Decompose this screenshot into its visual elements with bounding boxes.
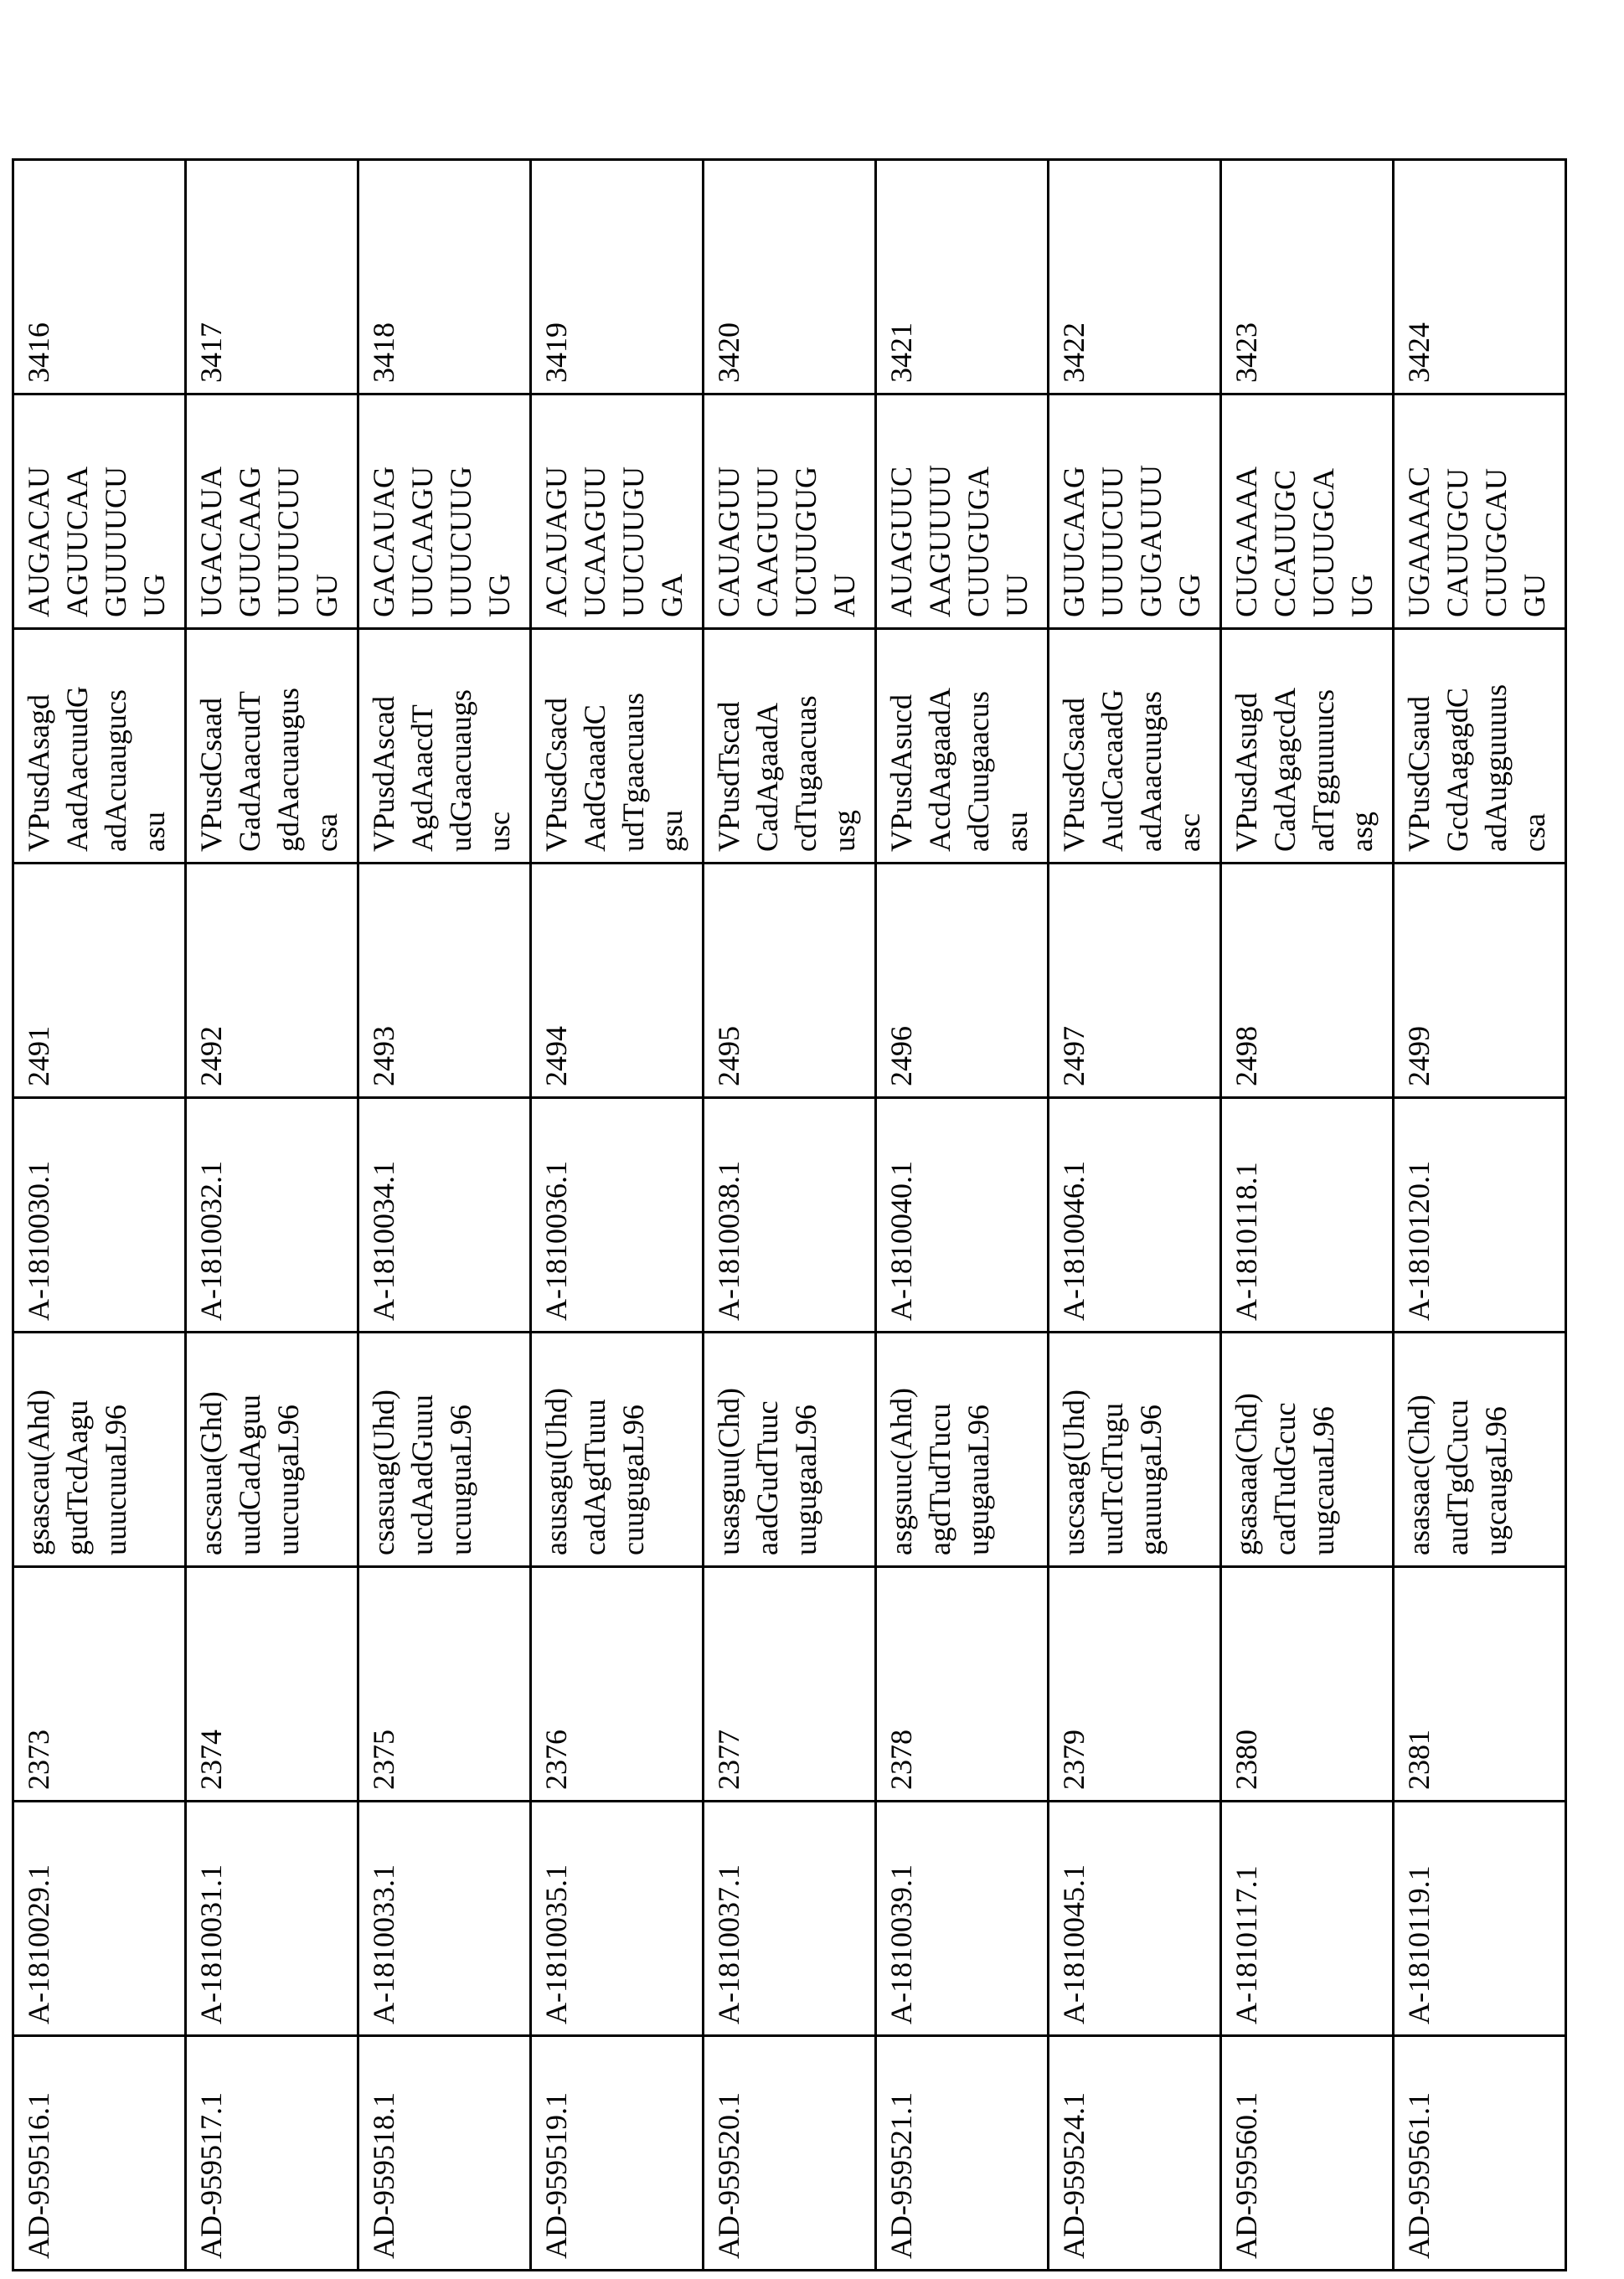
table-row [1394,160,1566,2271]
cell-target-seq: CUGAAAA CCAUUGC UCUUGCA UG [1221,394,1394,629]
cell-duplex-id: AD-959561.1 [1394,2036,1566,2271]
cell-sense-seq: usasguu(Chd) aadGudTuuc uugugaaL96 [704,1333,876,1567]
cell-sense-seq-id: 2376 [531,1567,704,1802]
cell-antisense-seq-id: 2499 [1394,864,1566,1098]
cell-sense-id: A-1810031.1 [186,1802,358,2036]
cell-sense-seq-id: 2373 [13,1567,186,1802]
cell-antisense-seq: VPusdAscad AgdAaacdT udGaacuaugs usc [358,629,531,864]
sirna-duplex-table [12,158,1567,2271]
cell-target-seq-id: 3417 [186,160,358,394]
cell-target-seq: ACAUAGU UCAAGUU UUCUUGU GA [531,394,704,629]
table-row [186,160,358,2271]
cell-duplex-id: AD-959518.1 [358,2036,531,2271]
cell-antisense-seq-id: 2491 [13,864,186,1098]
cell-antisense-seq: VPusdAsugd CadAgagcdA adTgguuuucs asg [1221,629,1394,864]
cell-antisense-seq-id: 2497 [1049,864,1221,1098]
cell-antisense-seq-id: 2498 [1221,864,1394,1098]
cell-antisense-seq: VPusdCsaad GadAaacudT gdAacuaugus csa [186,629,358,864]
cell-target-seq-id: 3419 [531,160,704,394]
cell-target-seq: GUUCAAG UUUUCUU GUGAUUU GG [1049,394,1221,629]
cell-antisense-id: A-1810030.1 [13,1098,186,1333]
cell-antisense-seq: VPusdCsacd AadGaaadC udTgaacuaus gsu [531,629,704,864]
cell-sense-seq: gsascau(Ahd) gudTcdAagu uuucuuaL96 [13,1333,186,1567]
cell-duplex-id: AD-959524.1 [1049,2036,1221,2271]
cell-duplex-id: AD-959560.1 [1221,2036,1394,2271]
cell-target-seq: AUAGUUC AAGUUUU CUUGUGA UU [876,394,1049,629]
cell-target-seq: CAUAGUU CAAGUUU UCUUGUG AU [704,394,876,629]
cell-sense-seq: gsasaaa(Chd) cadTudGcuc uugcauaL96 [1221,1333,1394,1567]
table-row [1049,160,1221,2271]
cell-sense-id: A-1810033.1 [358,1802,531,2036]
cell-sense-seq: ascsaua(Ghd) uudCadAguu uucuugaL96 [186,1333,358,1567]
cell-target-seq-id: 3420 [704,160,876,394]
table-row [876,160,1049,2271]
cell-antisense-seq-id: 2492 [186,864,358,1098]
cell-duplex-id: AD-959517.1 [186,2036,358,2271]
cell-antisense-seq: VPusdCsaad AudCacaadG adAaacuugas asc [1049,629,1221,864]
cell-antisense-id: A-1810034.1 [358,1098,531,1333]
cell-target-seq-id: 3422 [1049,160,1221,394]
cell-target-seq-id: 3423 [1221,160,1394,394]
table-row [358,160,531,2271]
cell-target-seq: UGAAAAC CAUUGCU CUUGCAU GU [1394,394,1566,629]
cell-antisense-seq: VPusdCsaud GcdAagagdC adAugguuuus csa [1394,629,1566,864]
cell-sense-seq-id: 2380 [1221,1567,1394,1802]
cell-sense-seq: csasuag(Uhd) ucdAadGuuu ucuuguaL96 [358,1333,531,1567]
cell-sense-id: A-1810039.1 [876,1802,1049,2036]
cell-target-seq: GACAUAG UUCAAGU UUUCUUG UG [358,394,531,629]
cell-duplex-id: AD-959519.1 [531,2036,704,2271]
cell-antisense-id: A-1810032.1 [186,1098,358,1333]
cell-antisense-seq: VPusdAsagd AadAacuudG adAcuaugucs asu [13,629,186,864]
cell-antisense-seq: VPusdAsucd AcdAagaadA adCuugaacus asu [876,629,1049,864]
cell-antisense-id: A-1810036.1 [531,1098,704,1333]
cell-antisense-seq-id: 2496 [876,864,1049,1098]
rotated-page [0,0,1624,2279]
cell-sense-seq-id: 2381 [1394,1567,1566,1802]
cell-target-seq-id: 3421 [876,160,1049,394]
cell-sense-seq: asgsuuc(Ahd) agdTudTucu ugugauaL96 [876,1333,1049,1567]
cell-sense-seq-id: 2377 [704,1567,876,1802]
cell-sense-id: A-1810035.1 [531,1802,704,2036]
cell-sense-id: A-1810037.1 [704,1802,876,2036]
cell-antisense-id: A-1810040.1 [876,1098,1049,1333]
cell-antisense-seq: VPusdTscad CadAgaadA cdTugaacuas usg [704,629,876,864]
cell-sense-seq-id: 2374 [186,1567,358,1802]
table-row [531,160,704,2271]
cell-antisense-seq-id: 2494 [531,864,704,1098]
cell-duplex-id: AD-959516.1 [13,2036,186,2271]
cell-sense-id: A-1810029.1 [13,1802,186,2036]
cell-sense-id: A-1810119.1 [1394,1802,1566,2036]
cell-antisense-id: A-1810046.1 [1049,1098,1221,1333]
cell-target-seq: AUGACAU AGUUCAA GUUUUCU UG [13,394,186,629]
cell-target-seq-id: 3424 [1394,160,1566,394]
cell-sense-id: A-1810117.1 [1221,1802,1394,2036]
cell-antisense-id: A-1810120.1 [1394,1098,1566,1333]
cell-sense-seq-id: 2378 [876,1567,1049,1802]
table-row [13,160,186,2271]
cell-duplex-id: AD-959520.1 [704,2036,876,2271]
cell-sense-seq-id: 2375 [358,1567,531,1802]
cell-duplex-id: AD-959521.1 [876,2036,1049,2271]
cell-sense-seq: asusagu(Uhd) cadAgdTuuu cuugugaL96 [531,1333,704,1567]
cell-antisense-seq-id: 2495 [704,864,876,1098]
cell-antisense-seq-id: 2493 [358,864,531,1098]
table-body [13,160,1566,2271]
cell-target-seq: UGACAUA GUUCAAG UUUUCUU GU [186,394,358,629]
cell-antisense-id: A-1810038.1 [704,1098,876,1333]
cell-sense-id: A-1810045.1 [1049,1802,1221,2036]
table-row [704,160,876,2271]
table-row [1221,160,1394,2271]
cell-target-seq-id: 3418 [358,160,531,394]
cell-target-seq-id: 3416 [13,160,186,394]
cell-sense-seq: uscsaag(Uhd) uudTcdTugu gauuugaL96 [1049,1333,1221,1567]
cell-sense-seq: asasaac(Chd) audTgdCucu ugcaugaL96 [1394,1333,1566,1567]
cell-sense-seq-id: 2379 [1049,1567,1221,1802]
cell-antisense-id: A-1810118.1 [1221,1098,1394,1333]
